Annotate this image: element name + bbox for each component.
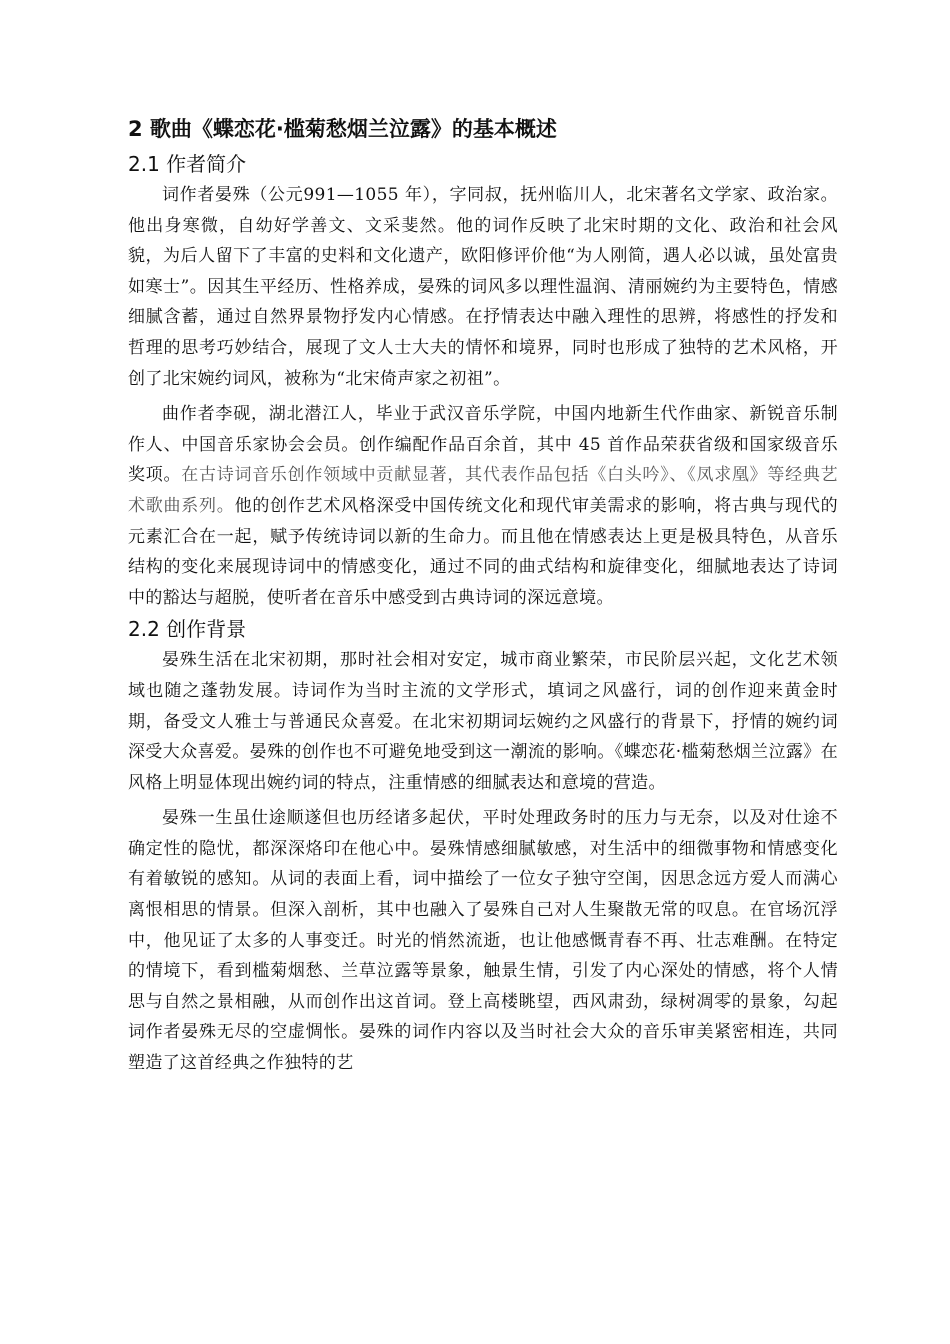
composer-intro-text-end: 他的创作艺术风格深受中国传统文化和现代审美需求的影响，将古典与现代的元素汇合在一起，赋予传统诗词以新的生命力。而且他在情感表达上更是极具特色，从音乐结构的变化来展现诗词中的情感变化，通过不同的曲式结构和旋律变化，细腻地表达了诗词中的豁达与超脱，使听者在音乐中感受到古典诗词的深远意境。 bbox=[128, 495, 838, 608]
section-title-creation-background: 2.2 创作背景 bbox=[128, 617, 247, 642]
document-page bbox=[128, 112, 838, 1079]
composer-intro-text-start: 曲作者李砚，湖北潜江人，毕业于武汉音乐学院，中国内地新生代作曲家、新锐音乐制作人、中国音乐家协会会员。创作编配作品百余首，其中 45 首作品荣获省级和国家级音乐奖项。 bbox=[128, 404, 838, 486]
composer-representative-works-text: 在古诗词音乐创作领域中贡献显著，其代表作品包括《白头吟》、《凤求凰》等经典艺术歌曲系列。 bbox=[128, 465, 838, 516]
paragraph-lyricist-intro: 词作者晏殊（公元991—1055 年），字同叔，抚州临川人，北宋著名文学家、政治家。他出身寒微，自幼好学善文、文采斐然。他的词作反映了北宋时期的文化、政治和社会风貌，为后人留下了丰富的史料和文化遗产，欧阳修评价他“为人刚简，遇人必以诚，虽处富贵如寒士”。因其生平经历、性格养成，晏殊的词风多以理性温润、清丽婉约为主要特色，情感细腻含蓄，通过自然界景物抒发内心情感。在抒情表达中融入理性的思辨，将感性的抒发和哲理的思考巧妙结合，展现了文人士大夫的情怀和境界，同时也形成了独特的艺术风格，开创了北宋婉约词风，被称为“北宋倚声家之初祖”。 bbox=[128, 185, 838, 389]
paragraph-personal-background: 晏殊一生虽仕途顺遂但也历经诸多起伏，平时处理政务时的压力与无奈，以及对仕途不确定性的隐忧，都深深烙印在他心中。晏殊情感细腻敏感，对生活中的细微事物和情感变化有着敏锐的感知。从词的表面上看，词中描绘了一位女子独守空闺，因思念远方爱人而满心离恨相思的情景。但深入剖析，其中也融入了晏殊自己对人生聚散无常的叹息。在官场沉浮中，他见证了太多的人事变迁。时光的悄然流逝，也让他感慨青春不再、壮志难酬。在特定的情境下，看到槛菊烟愁、兰草泣露等景象，触景生情，引发了内心深处的情感，将个人情思与自然之景相融，从而创作出这首词。登上高楼眺望，西风肃劲，绿树凋零的景象，勾起词作者晏殊无尽的空虚惆怅。晏殊的词作内容以及当时社会大众的音乐审美紧密相连，共同塑造了这首经典之作独特的艺 bbox=[128, 808, 838, 1074]
paragraph-composer-intro bbox=[128, 399, 838, 613]
chapter-title: 2 歌曲《蝶恋花·槛菊愁烟兰泣露》的基本概述 bbox=[128, 117, 557, 141]
paragraph-historical-background: 晏殊生活在北宋初期，那时社会相对安定，城市商业繁荣，市民阶层兴起，文化艺术领域也随之蓬勃发展。诗词作为当时主流的文学形式，填词之风盛行，词的创作迎来黄金时期，备受文人雅士与普通民众喜爱。在北宋初期词坛婉约之风盛行的背景下，抒情的婉约词深受大众喜爱。晏殊的创作也不可避免地受到这一潮流的影响。《蝶恋花·槛菊愁烟兰泣露》在风格上明显体现出婉约词的特点，注重情感的细腻表达和意境的营造。 bbox=[128, 650, 838, 793]
section-title-author-intro: 2.1 作者简介 bbox=[128, 152, 247, 176]
